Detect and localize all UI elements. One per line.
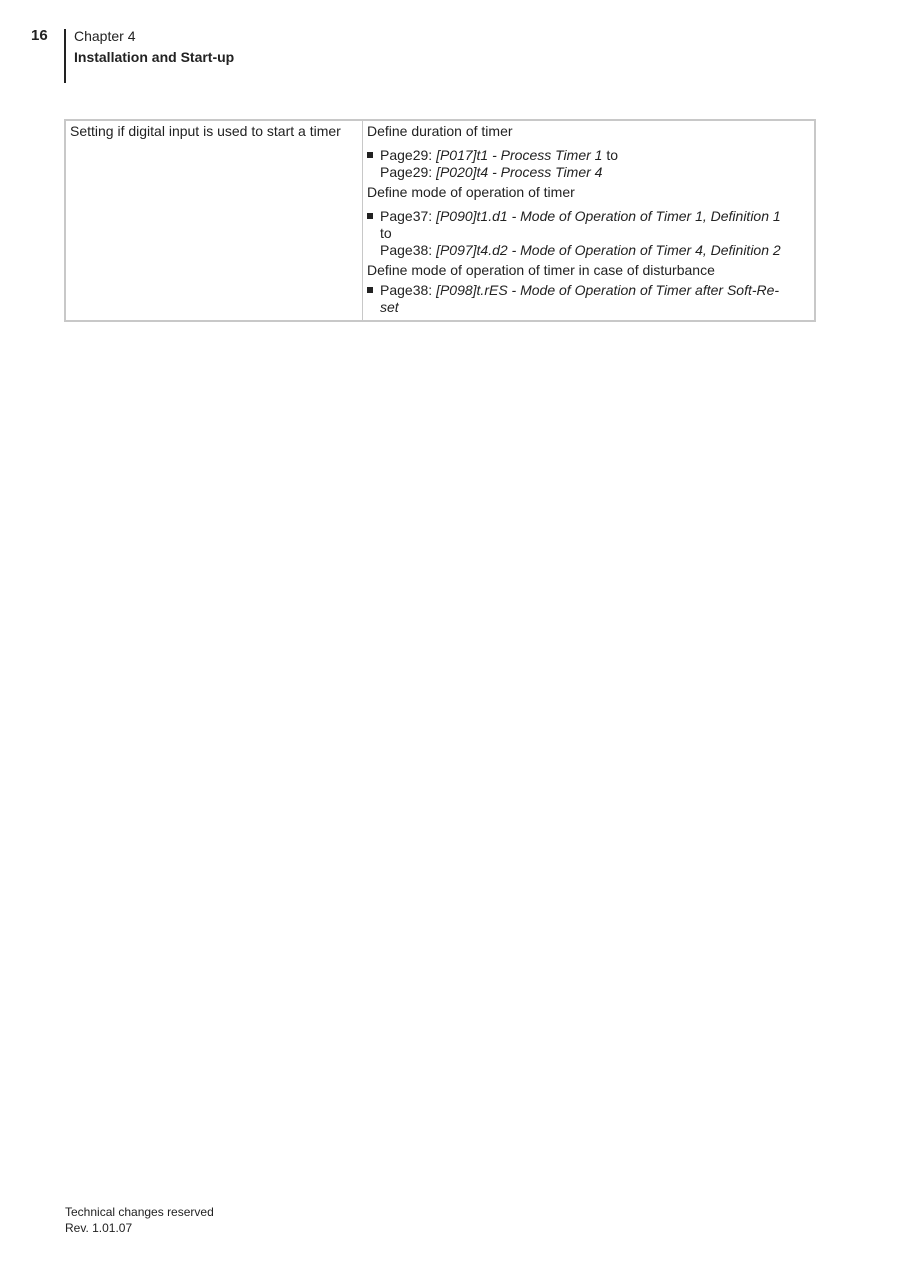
bullet-line	[380, 147, 810, 164]
section-heading-duration: Define duration of timer	[367, 123, 513, 139]
page-ref: Page29:	[380, 164, 437, 180]
chapter-title: Installation and Start-up	[74, 49, 235, 65]
parameter-link[interactable]: set	[380, 299, 399, 315]
connector-text: to	[602, 147, 619, 163]
parameter-link[interactable]: [P020]t4 - Process Timer 4	[436, 164, 603, 180]
page-ref: Page38:	[380, 282, 437, 298]
bullet-line	[380, 299, 810, 316]
parameter-link[interactable]: [P090]t1.d1 - Mode of Operation of Timer 1, Definition 1	[436, 208, 781, 224]
page-ref: Page38:	[380, 242, 437, 258]
page-ref: Page29:	[380, 147, 437, 163]
parameter-link[interactable]: [P017]t1 - Process Timer 1	[436, 147, 603, 163]
page-ref: Page37:	[380, 208, 437, 224]
parameter-link[interactable]: [P098]t.rES - Mode of Operation of Timer after Soft-Re-	[436, 282, 780, 298]
list-item-mode	[367, 208, 810, 259]
bullet-line	[380, 282, 810, 299]
table-row	[65, 120, 815, 321]
chapter-label: Chapter 4	[74, 28, 136, 44]
list-item-duration	[367, 147, 810, 181]
connector-text: to	[380, 225, 392, 241]
bullet-square-icon	[367, 287, 373, 293]
section-heading-mode: Define mode of operation of timer	[367, 184, 575, 200]
settings-table	[64, 119, 816, 322]
bullet-line	[380, 242, 810, 259]
bullet-line	[380, 208, 810, 225]
bullet-line	[380, 164, 810, 181]
parameter-link[interactable]: [P097]t4.d2 - Mode of Operation of Timer 4, Definition 2	[436, 242, 781, 258]
bullet-square-icon	[367, 152, 373, 158]
setting-description-cell	[65, 120, 363, 321]
page-number: 16	[31, 27, 48, 44]
setting-description: Setting if digital input is used to start a timer	[70, 123, 341, 139]
list-item-disturbance	[367, 282, 810, 316]
header-divider	[64, 29, 66, 83]
bullet-square-icon	[367, 213, 373, 219]
section-heading-disturbance: Define mode of operation of timer in case of disturbance	[367, 262, 715, 278]
footer-revision: Rev. 1.01.07	[65, 1221, 133, 1235]
setting-details-cell	[363, 120, 816, 321]
footer-notice: Technical changes reserved	[65, 1205, 214, 1219]
